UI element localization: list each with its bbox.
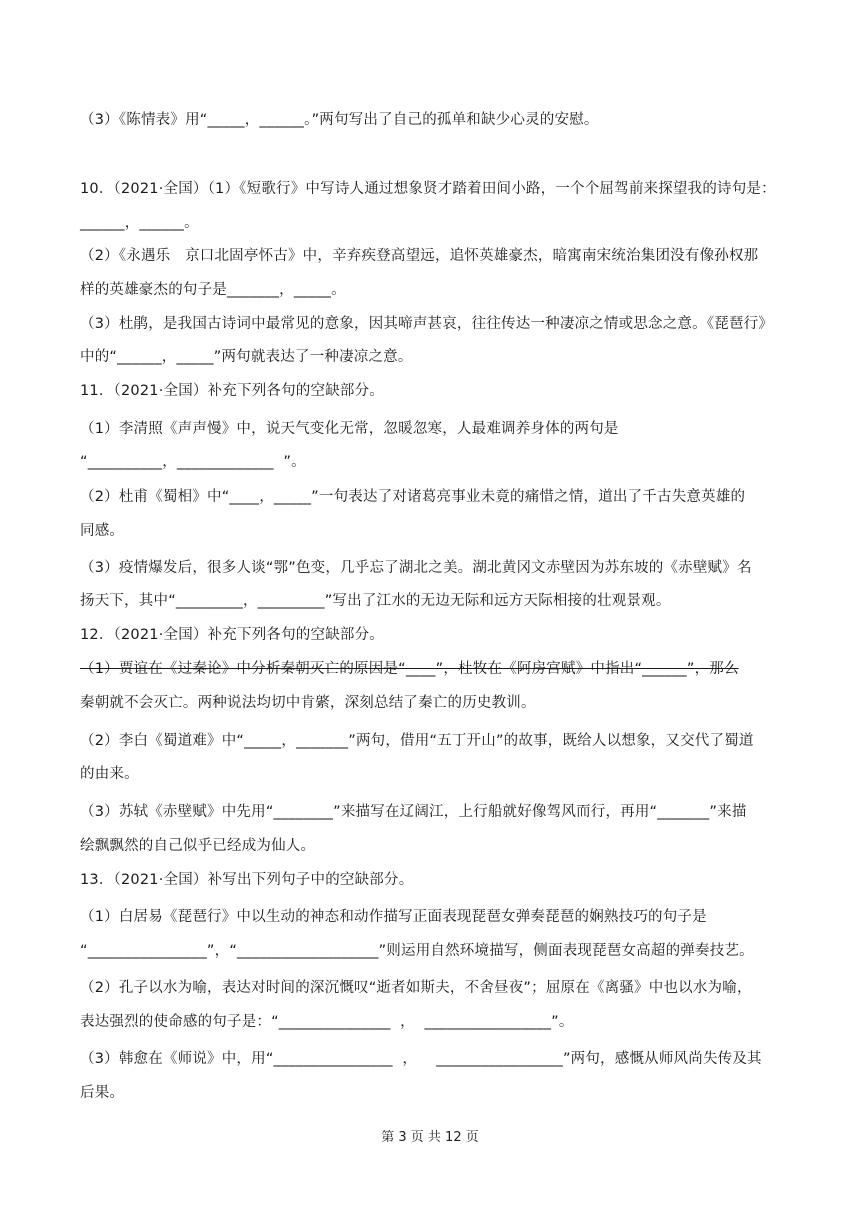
q12-part2 <box>80 730 785 752</box>
q12-part1-cont <box>80 692 785 714</box>
text-line: （2）李白《蜀道难》中“_____，_______”两句，借用“五丁开山”的故事，既给人以想象，又交代了蜀道 <box>80 733 754 749</box>
text-line: 后果。 <box>80 1085 125 1101</box>
text-line: 12．（2021·全国）补充下列各句的空缺部分。 <box>80 627 385 643</box>
q13-part3-cont <box>80 1082 785 1104</box>
text-line: （3）杜鹃，是我国古诗词中最常见的意象，因其啼声甚哀，往往传达一种凄凉之情或思念之意。《琵琶行》 <box>80 316 774 332</box>
text-line: （1）白居易《琵琶行》中以生动的神态和动作描写正面表现琵琶女弹奏琵琶的娴熟技巧的句子是 <box>80 909 707 925</box>
q9-part3 <box>80 109 785 131</box>
q10-part1-answer <box>80 212 785 234</box>
q13-part1-cont <box>80 940 785 962</box>
text-line: （3）疫情爆发后，很多人谈“鄂”色变，几乎忘了湖北之美。湖北黄冈文赤壁因为苏东坡的《赤壁赋》名 <box>80 560 752 576</box>
q13-part2-cont <box>80 1011 785 1033</box>
text-line: （3）苏轼《赤壁赋》中先用“________”来描写在辽阔江，上行船就好像驾风而行，再用“_______”来描 <box>80 804 747 820</box>
text-line: 中的“______，_____”两句就表达了一种凄凉之意。 <box>80 349 413 365</box>
q11-heading <box>80 380 785 402</box>
text-line: （1）李清照《声声慢》中，说天气变化无常，忽暖忽寒，人最难调养身体的两句是 <box>80 421 619 437</box>
text-line: 表达强烈的使命感的句子是：“_______________ ， _________________”。 <box>80 1014 574 1030</box>
text-line: 13．（2021·全国）补写出下列句子中的空缺部分。 <box>80 872 414 888</box>
text-line: （3）韩愈在《师说》中，用“________________ ， _________________”两句，感慨从师风尚失传及其 <box>80 1051 762 1067</box>
text-line: 样的英雄豪杰的句子是_______，_____。 <box>80 282 346 298</box>
page-footer: 第 3 页 共 12 页 <box>381 1130 479 1145</box>
text-line: “__________，_____________ ”。 <box>80 454 306 470</box>
q13-part3 <box>80 1048 785 1070</box>
q12-part3-cont <box>80 835 785 857</box>
q13-part1 <box>80 906 785 928</box>
q10-part1 <box>80 178 785 200</box>
q13-part2 <box>80 977 785 999</box>
text-line: 秦朝就不会灭亡。两种说法均切中肯綮，深刻总结了秦亡的历史教训。 <box>80 695 536 711</box>
text-line: 绘飘飘然的自己似乎已经成为仙人。 <box>80 838 316 854</box>
q12-part3 <box>80 801 785 823</box>
text-line: （3）《陈情表》用“_____，______。”两句写出了自己的孤单和缺少心灵的安慰。 <box>80 112 599 128</box>
q10-part3 <box>80 313 785 335</box>
q11-part3-cont <box>80 590 785 612</box>
text-line: 同感。 <box>80 523 125 539</box>
q12-part1 <box>80 658 785 680</box>
q12-heading <box>80 624 785 646</box>
q11-part1 <box>80 418 785 440</box>
q10-part2-cont <box>80 279 785 301</box>
text-line: （2）孔子以水为喻，表达对时间的深沉慨叹“逝者如斯夫，不舍昼夜”；屈原在《离骚》中也以水为喻， <box>80 980 752 996</box>
q11-part2 <box>80 486 785 508</box>
text-line: 10．（2021·全国）（1）《短歌行》中写诗人通过想象贤才踏着田间小路，一个个屈驾前来探望我的诗句是： <box>80 181 776 197</box>
text-line: ______，______。 <box>80 215 199 231</box>
text-line: 扬天下，其中“_________，_________”写出了江水的无边无际和远方天际相接的壮观景观。 <box>80 593 671 609</box>
text-line: （2）杜甫《蜀相》中“____，_____”一句表达了对诸葛亮事业未竟的痛惜之情，道出了千古失意英雄的 <box>80 489 746 505</box>
text-line: （1）贾谊在《过秦论》中分析秦朝灭亡的原因是“____”，杜牧在《阿房宫赋》中指出“______”，那么 <box>80 661 739 677</box>
text-line: “________________”，“___________________”则运用自然环境描写，侧面表现琵琶女高超的弹奏技艺。 <box>80 943 754 959</box>
q11-part1-answer <box>80 451 785 473</box>
text-line: 11．（2021·全国）补充下列各句的空缺部分。 <box>80 383 385 399</box>
q11-part2-cont <box>80 520 785 542</box>
q10-part3-cont <box>80 346 785 368</box>
q11-part3 <box>80 557 785 579</box>
q10-part2 <box>80 245 785 267</box>
text-line: 的由来。 <box>80 766 139 782</box>
q12-part2-cont <box>80 763 785 785</box>
q13-heading <box>80 869 785 891</box>
text-line: （2）《永遇乐 京口北固亭怀古》中，辛弃疾登高望远，追怀英雄豪杰，暗寓南宋统治集团没有像孙权那 <box>80 248 759 264</box>
